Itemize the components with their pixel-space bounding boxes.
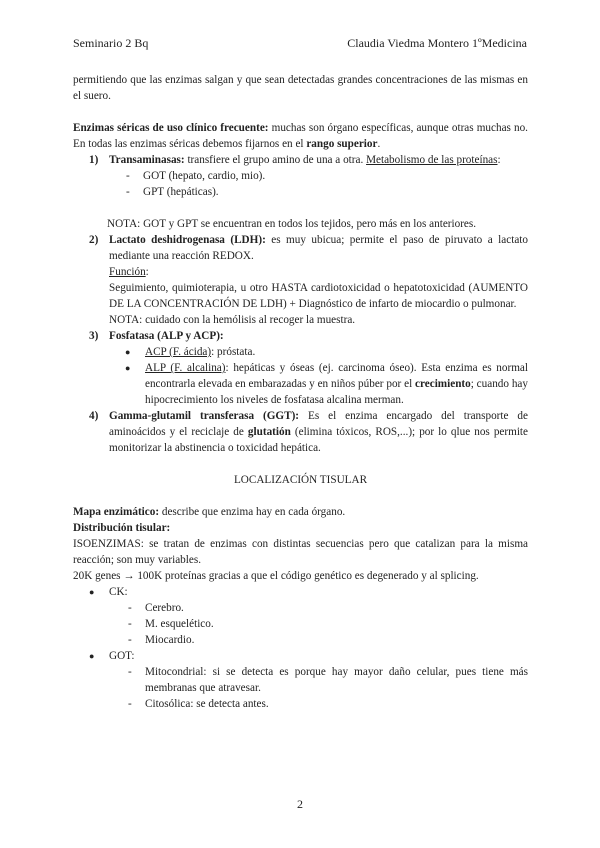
- alp-bullet: ● ALP (F. alcalina): hepáticas y óseas (ej. carcinoma óseo). Esta enzima es normal encontrarla elevada en embarazadas y en niños púber por el crecimiento; cuando hay hipocrecimiento los niveles de fosfatasa alcalina merman.: [73, 360, 528, 408]
- nota-got-gpt: NOTA: GOT y GPT se encuentran en todos los tejidos, pero más en los anteriores.: [107, 218, 477, 230]
- got-item: - Mitocondrial: si se detecta es porque hay mayor daño celular, pues tiene más membranas que atravesar.: [73, 664, 528, 696]
- document-body: [73, 72, 528, 712]
- got-bullet: ● GOT:: [73, 648, 528, 664]
- enzimas-paragraph: Enzimas séricas de uso clínico frecuente: muchas son órgano específicas, aunque otras muchas no. En todas las enzimas séricas debemos fijarnos en el rango superior.: [73, 122, 528, 150]
- isoenzimas-paragraph: ISOENZIMAS: se tratan de enzimas con distintas secuencias pero que catalizan para la misma reacción; son muy variables.: [73, 538, 528, 566]
- item-ldh: 2) Lactato deshidrogenasa (LDH): es muy ubicua; permite el paso de piruvato a lactato mediante una reacción REDOX.: [89, 234, 528, 262]
- header-right: Claudia Viedma Montero 1ºMedicina: [347, 36, 527, 50]
- funcion-label: Función:: [109, 266, 149, 278]
- seguimiento-text: Seguimiento, quimioterapia, u otro HASTA cardiotoxicidad o hepatotoxicidad (AUMENTO DE LA CONCENTRACIÓN DE LDH) + Diagnóstico de infarto de miocardio o pulmonar.: [109, 282, 528, 310]
- nota-hemolisis: NOTA: cuidado con la hemólisis al recoger la muestra.: [109, 314, 356, 326]
- gpt-sub: - GPT (hepáticas).: [73, 184, 528, 200]
- intro-paragraph: permitiendo que las enzimas salgan y que sean detectadas grandes concentraciones de las mismas en el suero.: [73, 74, 528, 102]
- genes-paragraph: 20K genes → 100K proteínas gracias a que el código genético es degenerado y al splicing.: [73, 570, 479, 582]
- ck-item: - Cerebro.: [73, 600, 528, 616]
- got-sub: - GOT (hepato, cardio, mio).: [73, 168, 528, 184]
- got-item: - Citosólica: se detecta antes.: [73, 696, 528, 712]
- ck-bullet: ● CK:: [73, 584, 528, 600]
- distribucion-label: Distribución tisular:: [73, 522, 171, 534]
- ck-item: - M. esquelético.: [73, 616, 528, 632]
- ck-item: - Miocardio.: [73, 632, 528, 648]
- enzimas-text: muchas son órgano específicas, aunque otras muchas no. En todas las enzimas séricas debemos fijarnos en el: [73, 122, 528, 150]
- item-fosfatasa: 3) Fosfatasa (ALP y ACP):: [89, 330, 224, 342]
- section-title: LOCALIZACIÓN TISULAR: [233, 474, 368, 486]
- header-left: Seminario 2 Bq: [73, 36, 149, 50]
- item-ggt: 4) Gamma-glutamil transferasa (GGT): Es el enzima encargado del transporte de aminoácidos y el reciclaje de glutatión (elimina tóxicos, ROS,...); por lo qlue nos permite monitorizar la abstinencia o toxicidad hepática.: [89, 410, 529, 454]
- rango-superior: rango superior: [306, 138, 378, 150]
- acp-bullet: ● ACP (F. ácida): próstata.: [73, 344, 528, 360]
- item-transaminasas: 1) Transaminasas: transfiere el grupo amino de una a otra. Metabolismo de las proteínas:: [89, 154, 501, 166]
- page-number: 2: [297, 797, 303, 811]
- enzimas-title: Enzimas séricas de uso clínico frecuente:: [73, 122, 269, 134]
- mapa-paragraph: Mapa enzimático: describe que enzima hay en cada órgano.: [73, 506, 346, 518]
